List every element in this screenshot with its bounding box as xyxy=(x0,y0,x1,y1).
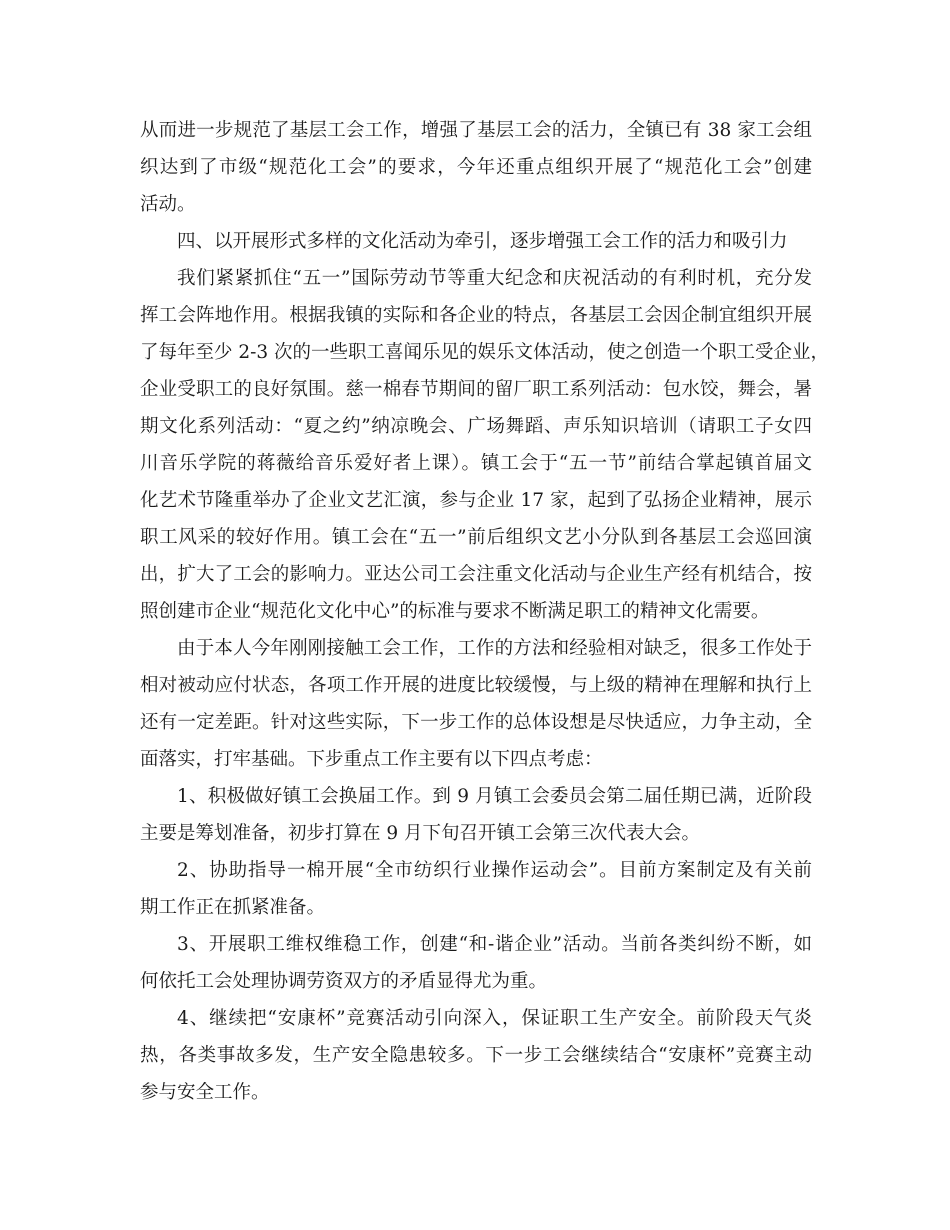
text-line: 从而进一步规范了基层工会工作，增强了基层工会的活力，全镇已有 38 家工会组 xyxy=(140,120,812,141)
text-line: 何依托工会处理协调劳资双方的矛盾显得尤为重。 xyxy=(140,971,548,992)
text-line: 热，各类事故多发，生产安全隐患较多。下一步工会继续结合“安康杯”竞赛主动 xyxy=(140,1045,812,1066)
text-line: 1、积极做好镇工会换届工作。到 9 月镇工会委员会第二届任期已满，近阶段 xyxy=(177,786,812,807)
text-line: 2、协助指导一棉开展“全市纺织行业操作运动会”。目前方案制定及有关前 xyxy=(177,860,812,881)
text-line: 挥工会阵地作用。根据我镇的实际和各企业的特点，各基层工会因企制宜组织开展 xyxy=(140,305,812,326)
text-line: 职工风采的较好作用。镇工会在“五一”前后组织文艺小分队到各基层工会巡回演 xyxy=(140,527,812,548)
text-line: 企业受职工的良好氛围。慈一棉春节期间的留厂职工系列活动：包水饺，舞会，暑 xyxy=(140,379,812,400)
text-line: 期文化系列活动：“夏之约”纳凉晚会、广场舞蹈、声乐知识培训（请职工子女四 xyxy=(140,416,812,437)
text-line: 四、以开展形式多样的文化活动为牵引，逐步增强工会工作的活力和吸引力 xyxy=(177,231,788,252)
text-line: 期工作正在抓紧准备。 xyxy=(140,897,326,918)
text-line: 了每年至少 2-3 次的一些职工喜闻乐见的娱乐文体活动，使之创造一个职工受企业， xyxy=(140,342,830,363)
text-line: 4、继续把“安康杯”竞赛活动引向深入，保证职工生产安全。前阶段天气炎 xyxy=(177,1008,812,1029)
text-line: 活动。 xyxy=(140,194,196,215)
text-line: 出，扩大了工会的影响力。亚达公司工会注重文化活动与企业生产经有机结合，按 xyxy=(140,564,812,585)
text-line: 面落实，打牢基础。下步重点工作主要有以下四点考虑： xyxy=(140,749,603,770)
text-line: 化艺术节隆重举办了企业文艺汇演，参与企业 17 家，起到了弘扬企业精神，展示 xyxy=(140,490,812,511)
text-line: 照创建市企业“规范化文化中心”的标准与要求不断满足职工的精神文化需要。 xyxy=(140,601,770,622)
text-line: 我们紧紧抓住“五一”国际劳动节等重大纪念和庆祝活动的有利时机，充分发 xyxy=(177,268,812,289)
text-line: 相对被动应付状态，各项工作开展的进度比较缓慢，与上级的精神在理解和执行上 xyxy=(140,675,812,696)
text-line: 由于本人今年刚刚接触工会工作，工作的方法和经验相对缺乏，很多工作处于 xyxy=(177,638,812,659)
text-line: 参与安全工作。 xyxy=(140,1082,270,1103)
text-line: 主要是筹划准备，初步打算在 9 月下旬召开镇工会第三次代表大会。 xyxy=(140,823,701,844)
text-line: 织达到了市级“规范化工会”的要求，今年还重点组织开展了“规范化工会”创建 xyxy=(140,157,812,178)
document-body xyxy=(140,112,830,1111)
text-line: 川音乐学院的蒋薇给音乐爱好者上课）。镇工会于“五一节”前结合掌起镇首届文 xyxy=(140,453,812,474)
text-line: 还有一定差距。针对这些实际，下一步工作的总体设想是尽快适应，力争主动，全 xyxy=(140,712,812,733)
text-line: 3、开展职工维权维稳工作，创建“和-谐企业”活动。当前各类纠纷不断，如 xyxy=(177,934,812,955)
